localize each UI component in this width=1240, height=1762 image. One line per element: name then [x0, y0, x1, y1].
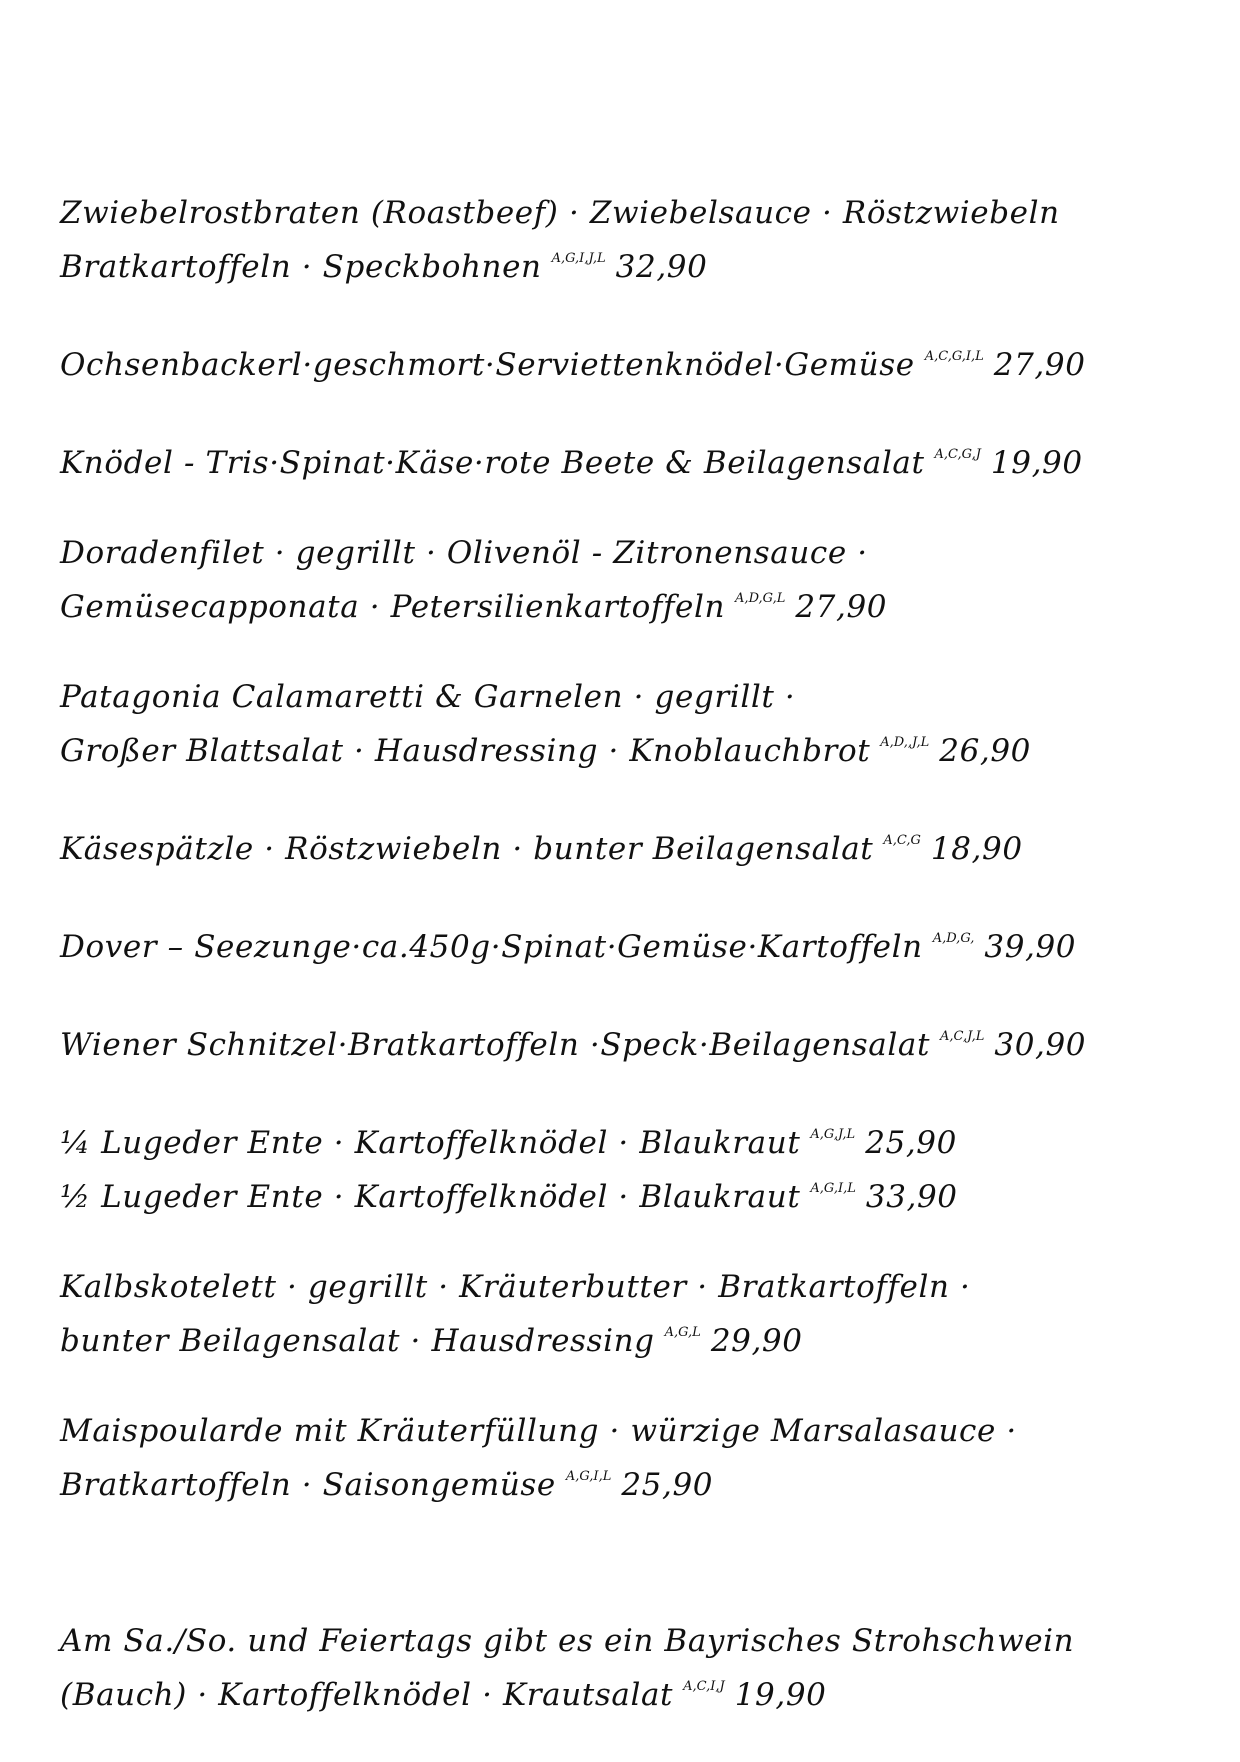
menu-item-kaesespaetzle — [60, 818, 1200, 872]
allergen-codes: A,D,,J,L — [880, 735, 930, 750]
dish-price: 32,90 — [615, 249, 708, 285]
menu-item-maispoularde — [60, 1408, 1200, 1508]
dish-description: Dover – Seezunge·ca.450g·Spinat·Gemüse·Kartoffeln — [60, 929, 923, 965]
menu-list — [60, 190, 1200, 1762]
dish-description: (Bauch) · Kartoffelknödel · Krautsalat — [60, 1677, 674, 1713]
dish-description: Maispoularde mit Kräuterfüllung · würzige Marsalasauce · — [60, 1413, 1017, 1449]
menu-item-lugeder-ente — [60, 1112, 1200, 1220]
allergen-codes: A,C,I,J — [683, 1679, 725, 1694]
dish-price: 18,90 — [930, 831, 1023, 867]
allergen-codes: A,C,G,I,L — [924, 349, 984, 364]
dish-price: 30,90 — [994, 1027, 1087, 1063]
menu-item-doradenfilet — [60, 530, 1200, 630]
allergen-codes: A,G,I,J,L — [551, 251, 606, 266]
dish-price: 25,90 — [621, 1467, 714, 1503]
dish-price: 39,90 — [984, 929, 1077, 965]
dish-description: Am Sa./So. und Feiertags gibt es ein Bayrisches Strohschwein — [60, 1623, 1075, 1659]
dish-description: Doradenfilet · gegrillt · Olivenöl - Zitronensauce · — [60, 535, 868, 571]
dish-price: 26,90 — [939, 733, 1031, 769]
dish-description: ¼ Lugeder Ente · Kartoffelknödel · Blaukraut — [60, 1125, 801, 1161]
dish-description: Bratkartoffeln · Saisongemüse — [60, 1467, 556, 1503]
dish-description: Ochsenbackerl·geschmort·Serviettenknödel·Gemüse — [60, 347, 915, 383]
dish-price: 19,90 — [990, 445, 1083, 481]
dish-description: Bratkartoffeln · Speckbohnen — [60, 249, 542, 285]
dish-price: 19,90 — [734, 1677, 827, 1713]
dish-description: Zwiebelrostbraten (Roastbeef) · Zwiebelsauce · Röstzwiebeln — [60, 195, 1060, 231]
dish-description: ½ Lugeder Ente · Kartoffelknödel · Blaukraut — [60, 1179, 801, 1215]
dish-description: Kalbskotelett · gegrillt · Kräuterbutter · Bratkartoffeln · — [60, 1269, 971, 1305]
allergen-codes: A,C,J,L — [940, 1029, 985, 1044]
dish-description: Wiener Schnitzel·Bratkartoffeln ·Speck·Beilagensalat — [60, 1027, 931, 1063]
allergen-codes: A,C,G — [883, 833, 921, 848]
allergen-codes: A,G,J,L — [810, 1127, 856, 1142]
allergen-codes: A,D,G, — [932, 931, 975, 946]
menu-item-seezunge — [60, 916, 1200, 970]
allergen-codes: A,G,I,L — [810, 1181, 856, 1196]
dish-price: 29,90 — [710, 1323, 803, 1359]
menu-item-zwiebelrostbraten — [60, 190, 1200, 290]
dish-description: Patagonia Calamaretti & Garnelen · gegrillt · — [60, 679, 796, 715]
allergen-codes: A,C,G,J — [934, 447, 981, 462]
allergen-codes: A,G,L — [664, 1325, 701, 1340]
dish-price: 33,90 — [865, 1179, 958, 1215]
dish-description: Gemüsecapponata · Petersilienkartoffeln — [60, 589, 726, 625]
menu-item-ochsenbackerl — [60, 334, 1200, 388]
dish-description: Großer Blattsalat · Hausdressing · Knoblauchbrot — [60, 733, 871, 769]
dish-description: bunter Beilagensalat · Hausdressing — [60, 1323, 655, 1359]
menu-item-wiener-schnitzel — [60, 1014, 1200, 1068]
menu-item-kalbskotelett — [60, 1264, 1200, 1364]
menu-item-calamaretti — [60, 674, 1200, 774]
menu-item-knoedel-tris — [60, 432, 1200, 486]
dish-price: 25,90 — [865, 1125, 957, 1161]
dish-description: Knödel - Tris·Spinat·Käse·rote Beete & Beilagensalat — [60, 445, 925, 481]
allergen-codes: A,G,I,L — [565, 1469, 612, 1484]
dish-price: 27,90 — [993, 347, 1086, 383]
menu-item-weekend-special — [60, 1618, 1200, 1718]
dish-price: 27,90 — [795, 589, 888, 625]
dish-description: Käsespätzle · Röstzwiebeln · bunter Beilagensalat — [60, 831, 874, 867]
allergen-codes: A,D,G,L — [735, 591, 786, 606]
